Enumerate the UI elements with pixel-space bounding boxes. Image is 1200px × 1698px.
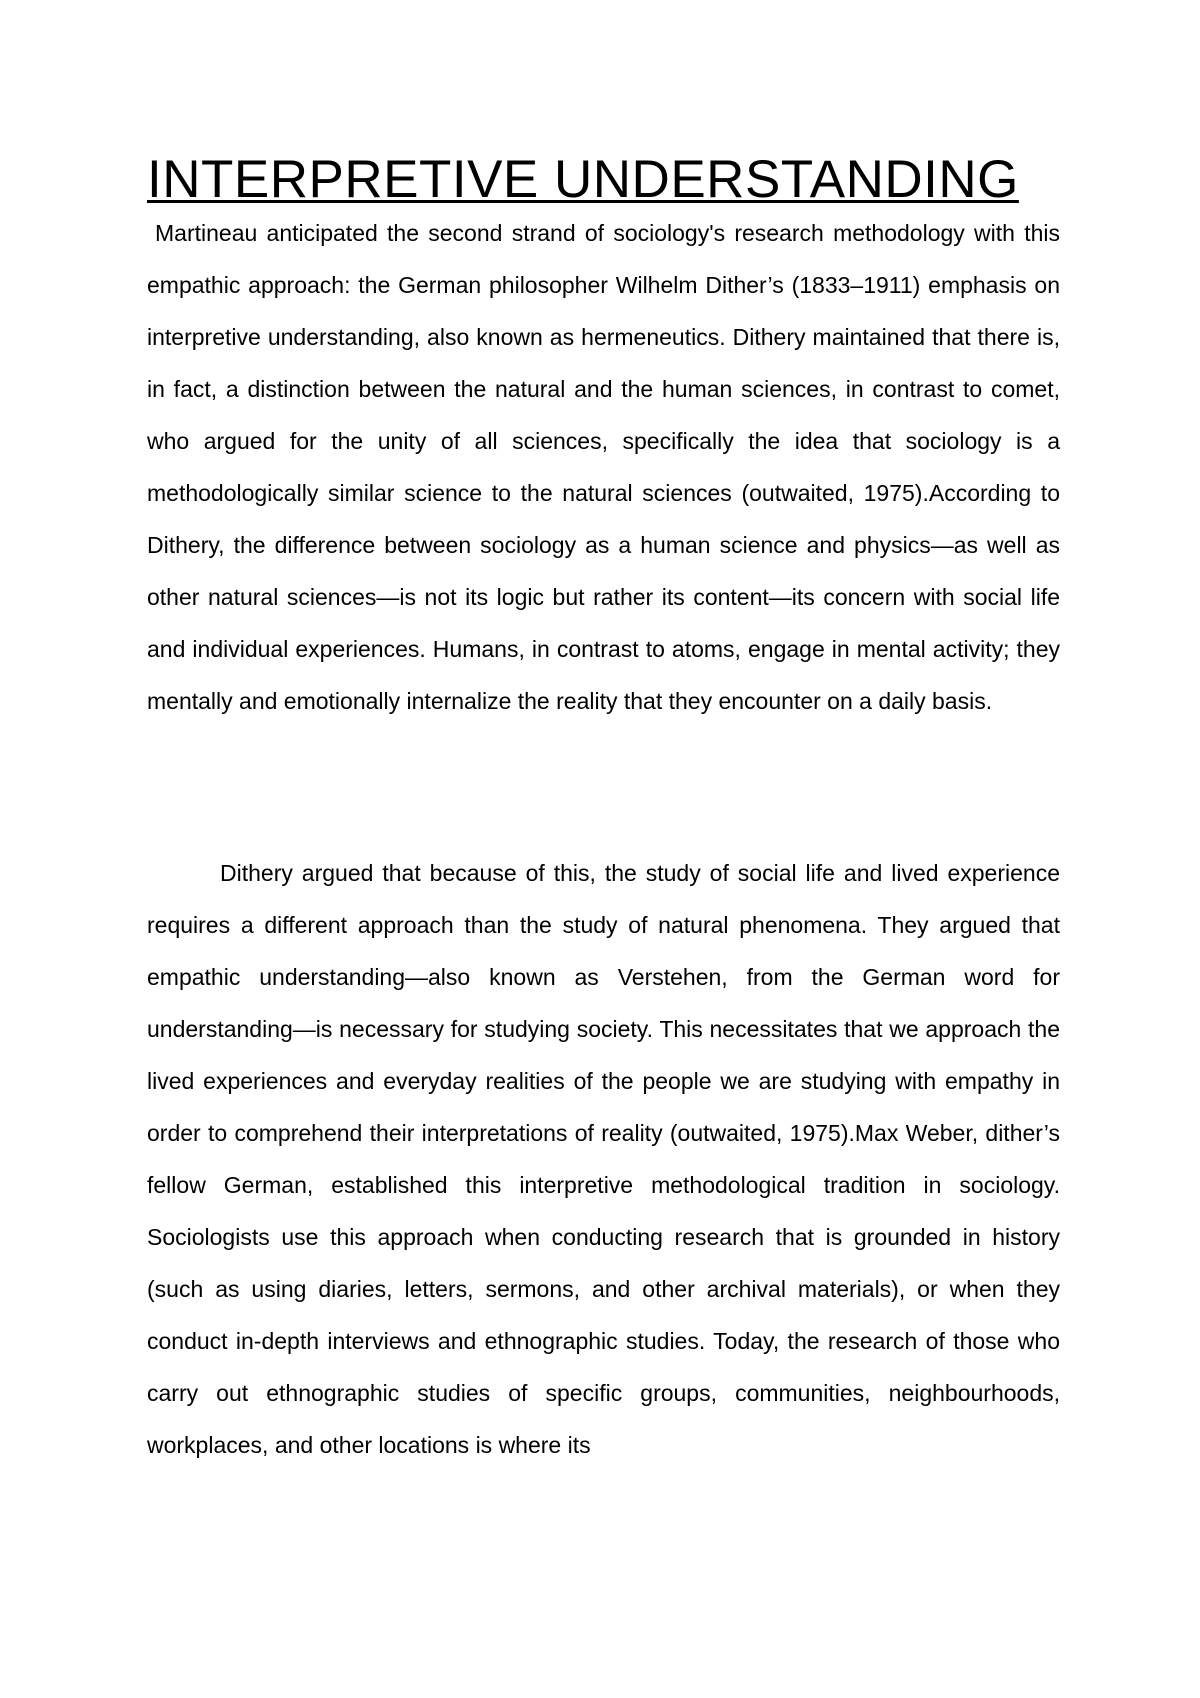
body-paragraph-2: Dithery argued that because of this, the study of social life and lived experience requires a different approach than the study of natural phenomena. They argued that empathic understanding—also known as Verstehen, from the German word for understanding—is necessary for studying society. This necessitates that we approach the lived experiences and everyday realities of the people we are studying with empathy in order to comprehend their interpretations of reality (outwaited, 1975).Max Weber, dither’s fellow German, established this interpretive methodological tradition in sociology. Sociologists use this approach when conducting research that is grounded in history (such as using diaries, letters, sermons, and other archival materials), or when they conduct in-depth interviews and ethnographic studies. Today, the research of those who carry out ethnographic studies of specific groups, communities, neighbourhoods, workplaces, and other locations is where its: [147, 860, 1060, 1458]
document-title: INTERPRETIVE UNDERSTANDING: [147, 150, 1019, 209]
body-paragraph-1: Martineau anticipated the second strand of sociology's research methodology with this empathic approach: the German philosopher Wilhelm Dither’s (1833–1911) emphasis on interpretive understanding, also known as hermeneutics. Dithery maintained that there is, in fact, a distinction between the natural and the human sciences, in contrast to comet, who argued for the unity of all sciences, specifically the idea that sociology is a methodologically similar science to the natural sciences (outwaited, 1975).According to Dithery, the difference between sociology as a human science and physics—as well as other natural sciences—is not its logic but rather its content—its concern with social life and individual experiences. Humans, in contrast to atoms, engage in mental activity; they mentally and emotionally internalize the reality that they encounter on a daily basis.: [147, 220, 1060, 714]
